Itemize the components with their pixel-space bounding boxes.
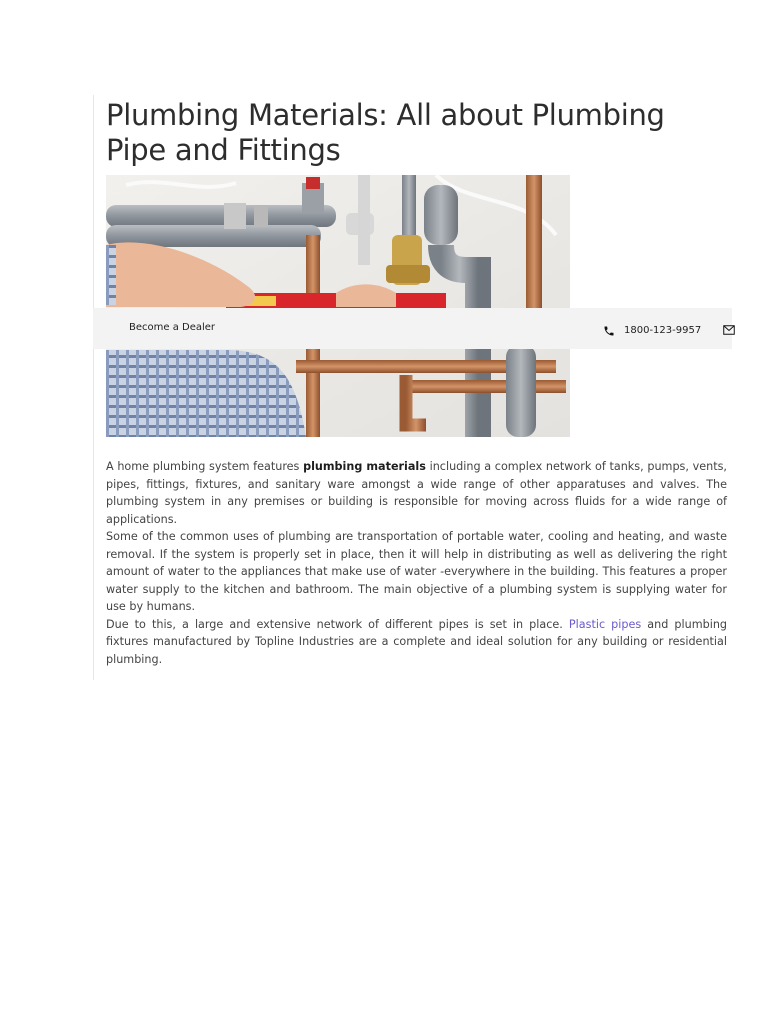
paragraph-network: Due to this, a large and extensive network of different pipes is set in place. Plastic pipes and plumbing fixtures manufactured by Topline Industries are a complete and ideal solution for any building or residential plumbing. <box>106 617 728 666</box>
bold-keyword: plumbing materials <box>303 460 426 473</box>
paragraph-uses: Some of the common uses of plumbing are transportation of portable water, cooling and heating, and waste removal. If the system is properly set in place, then it will help in distributing as well as delivering the right amount of water to the appliances that make use of water -everywhere in the building. This features a proper water supply to the kitchen and bathroom. The main objective of a plumbing system is supplying water for use by humans. <box>106 530 727 613</box>
phone-icon[interactable] <box>603 325 615 337</box>
phone-number[interactable]: 1800-123-9957 <box>624 325 702 336</box>
become-dealer-link[interactable]: Become a Dealer <box>129 322 216 333</box>
mail-icon[interactable] <box>723 325 735 335</box>
page-title: Plumbing Materials: All about Plumbing Pipe and Fittings <box>106 98 665 167</box>
page-left-rule <box>93 95 94 680</box>
plastic-pipes-link[interactable]: Plastic pipes <box>568 617 642 631</box>
paragraph-intro: A home plumbing system features plumbing materials including a complex network of tanks, pumps, vents, pipes, fittings, fixtures, and sanitary ware amongst a wide range of other apparatuses and valves. The plumbing system in any premises or building is responsible for moving across fluids for a wide range of applications. <box>106 460 727 526</box>
article-body <box>106 458 727 668</box>
contact-bar <box>93 308 732 349</box>
hero-image <box>106 175 570 437</box>
